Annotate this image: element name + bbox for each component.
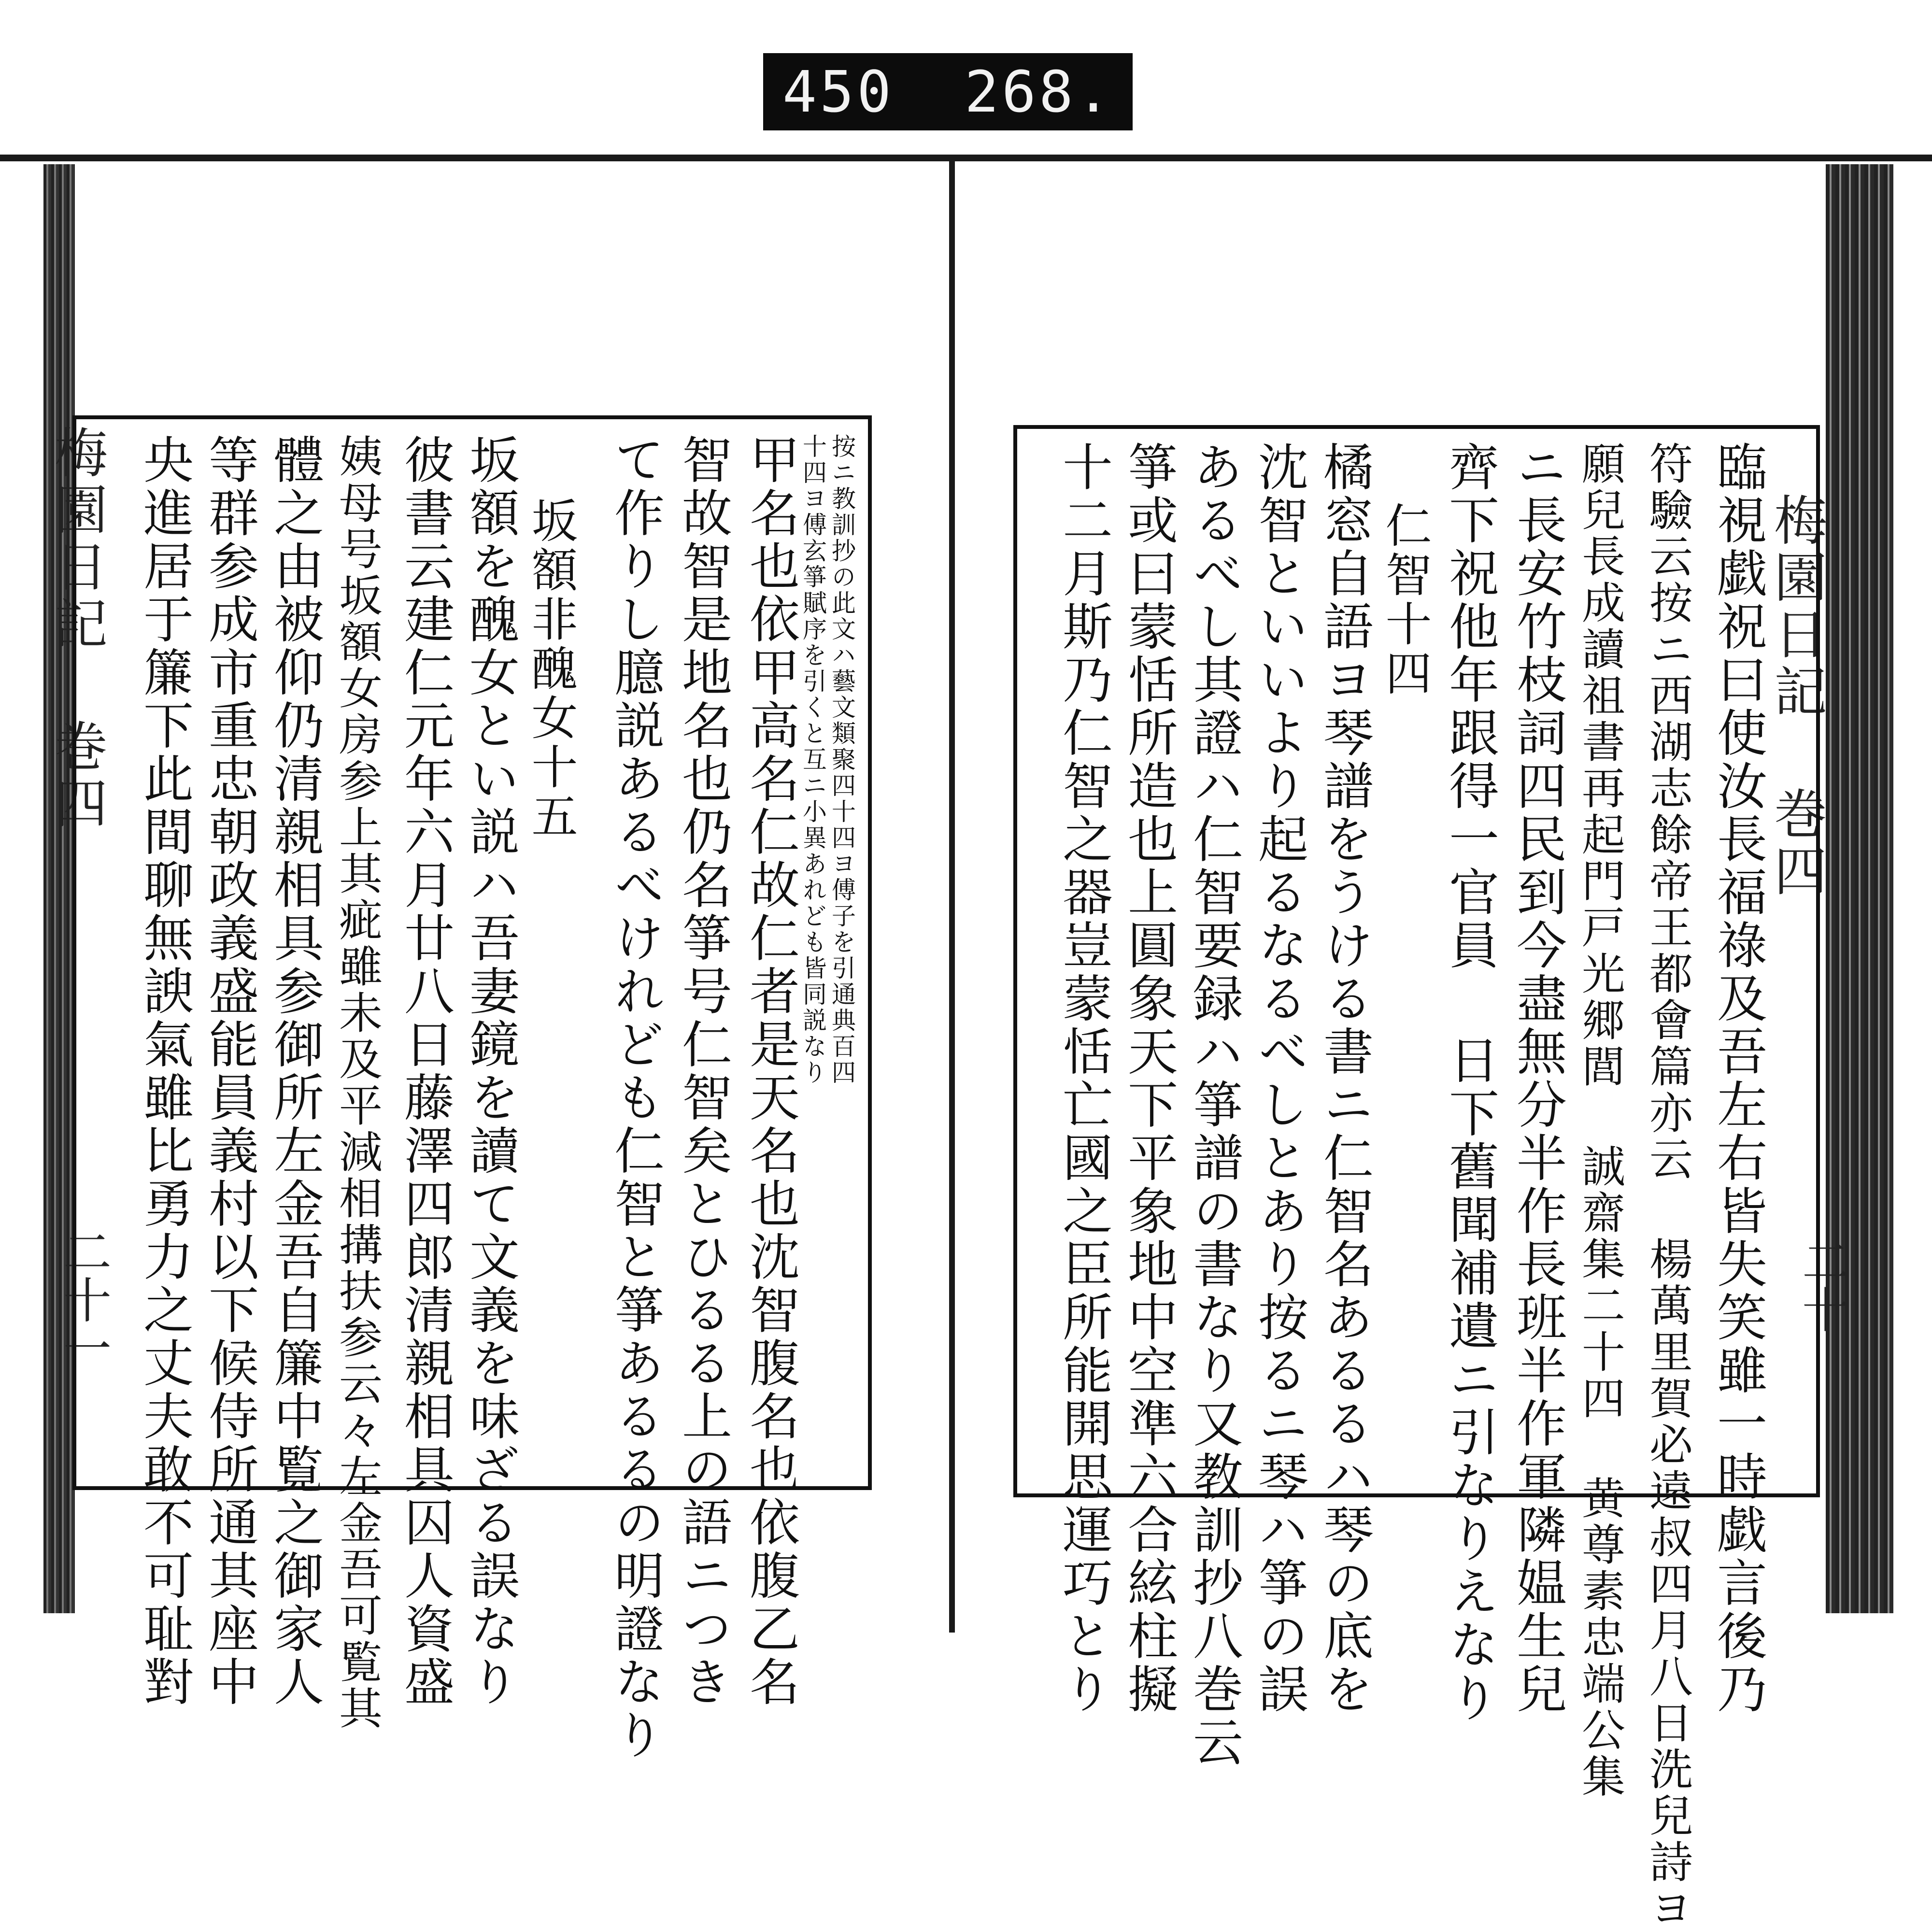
right-margin-title: 梅園日記 巻四 bbox=[1765, 493, 1827, 900]
text-column: 齊下祝他年跟得一官員 日下舊聞補遺ニ引なりえなり bbox=[1440, 441, 1499, 1725]
right-page-number: 二十 bbox=[1794, 1236, 1850, 1333]
text-column: 坂額を醜女とい説ハ吾妻鏡を讀て文義を味ざる誤なり bbox=[461, 434, 520, 1709]
text-column: ニ長安竹枝詞四民到今盡無分半作長班半作軍隣媪生兒 bbox=[1508, 441, 1567, 1716]
text-column: て作りし臆説あるべけれども仁智と箏あるるの明證なり bbox=[606, 434, 665, 1762]
text-column: 甲名也依甲高名仁故仁者是天名也沈智腹名也依腹乙名 bbox=[741, 434, 800, 1709]
catalog-number-right: 268. bbox=[964, 58, 1113, 125]
spread-top-edge bbox=[0, 155, 1932, 161]
text-column: 按ニ教訓抄の此文ハ藝文類聚四十四ヨ傅子を引通典百四 bbox=[828, 434, 856, 1086]
text-column: 沈智といいより起るなるべしとあり按るニ琴ハ箏の誤 bbox=[1250, 441, 1308, 1716]
text-column: あるべし其證ハ仁智要録ハ箏譜の書なり又教訓抄八巻云 bbox=[1184, 441, 1243, 1769]
left-margin-title: 梅園日記 巻四 bbox=[46, 425, 108, 833]
left-text-frame bbox=[72, 415, 872, 1762]
text-column: 等群参成市重忠朝政義盛能員義村以下候侍所通其座中 bbox=[200, 434, 259, 1709]
text-column: 姨母号坂額女房参上其疵雖未及平減相搆扶参云々左金吾可覧其 bbox=[331, 434, 382, 1732]
left-page-number: 二十一 bbox=[55, 1227, 112, 1372]
text-column: 智故智是地名也仍名箏号仁智矣とひるる上の語ニつき bbox=[673, 434, 732, 1709]
right-page-edge bbox=[1826, 164, 1893, 1613]
section-heading: 坂額非醜女十五 bbox=[524, 497, 578, 841]
text-column: 臨視戯祝曰使汝長福祿及吾左右皆失笑雖一時戯言後乃 bbox=[1708, 441, 1767, 1716]
text-column: 十二月斯乃仁智之器豈蒙恬亡國之臣所能開思運巧とり bbox=[1054, 441, 1113, 1716]
catalog-label bbox=[763, 53, 1133, 130]
text-column: 符驗云按ニ西湖志餘帝王都會篇亦云 楊萬里賀必遠叔四月八日洗兒詩ヨ bbox=[1642, 441, 1692, 1932]
left-page-edge bbox=[43, 164, 75, 1613]
book-gutter bbox=[949, 159, 955, 1633]
text-column: 橘窓自語ヨ琴譜をうける書ニ仁智名あるるハ琴の底を bbox=[1315, 441, 1374, 1716]
text-column: 箏或曰蒙恬所造也上圓象天下平象地中空準六合絃柱擬 bbox=[1119, 441, 1178, 1716]
text-column: 十四ヨ傅玄箏賦序を引くと互ニ小異あれども皆同説なり bbox=[799, 434, 827, 1086]
text-column: 彼書云建仁元年六月廿八日藤澤四郎清親相具囚人資盛 bbox=[396, 434, 455, 1709]
right-text-frame bbox=[1013, 425, 1820, 1932]
catalog-number-left: 450 bbox=[782, 58, 895, 125]
section-heading: 仁智十四 bbox=[1378, 501, 1432, 698]
text-column: 願兒長成讀祖書再起門戸光郷閭 誠齋集二十四 黄尊素忠端公集 bbox=[1574, 441, 1625, 1800]
text-column: 體之由被仰仍清親相具参御所左金吾自簾中覧之御家人 bbox=[265, 434, 324, 1709]
text-column: 央進居于簾下此間聊無諛氣雖比勇力之丈夫敢不可耻對 bbox=[135, 434, 194, 1709]
